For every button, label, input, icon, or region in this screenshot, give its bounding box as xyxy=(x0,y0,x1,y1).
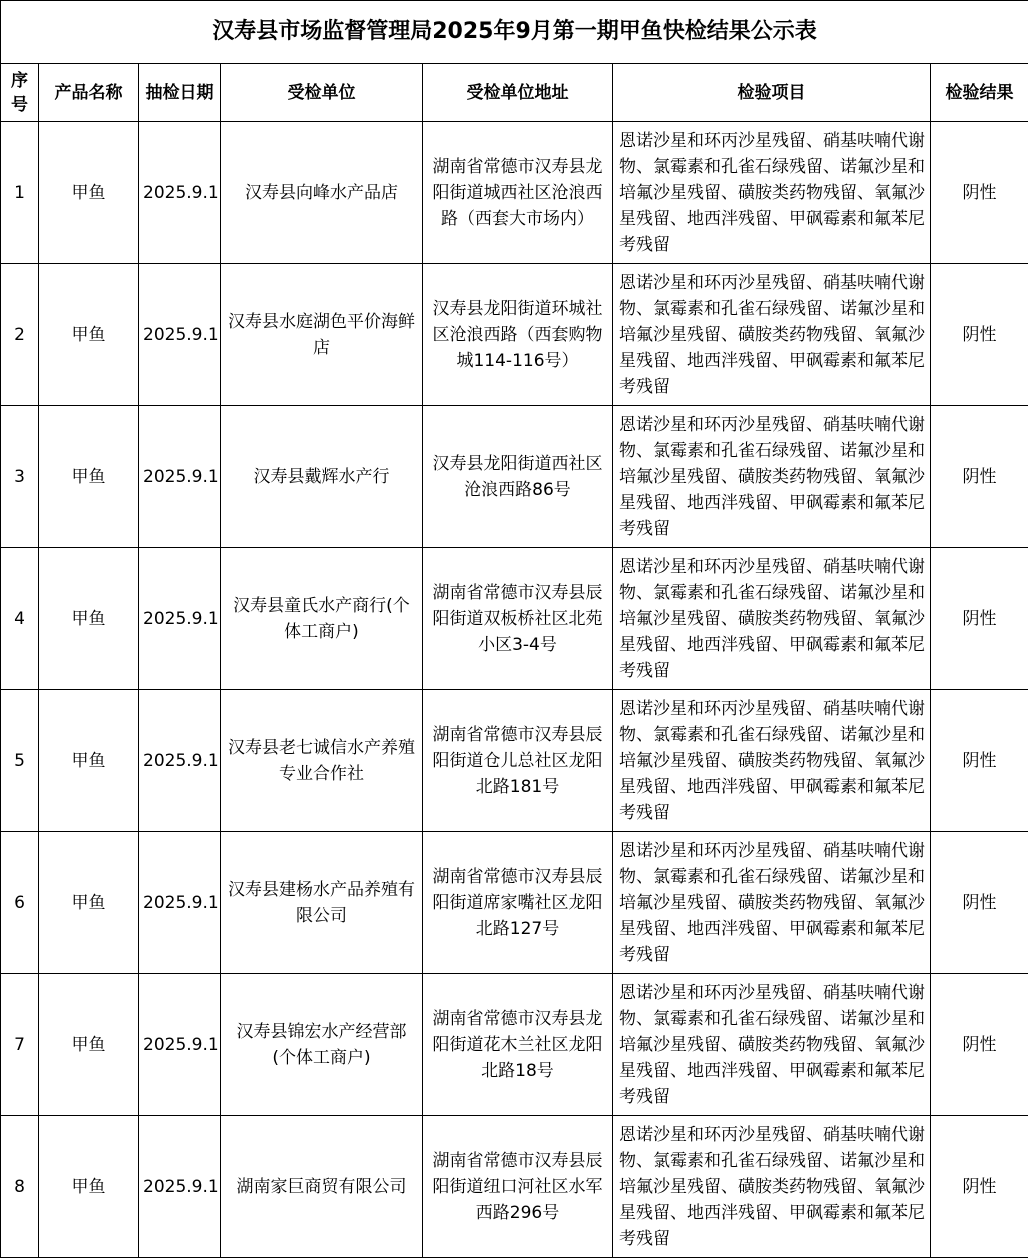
row-date: 2025.9.1 xyxy=(139,832,221,974)
row-result: 阴性 xyxy=(931,122,1028,264)
row-product: 甲鱼 xyxy=(39,832,139,974)
row-items: 恩诺沙星和环丙沙星残留、硝基呋喃代谢物、氯霉素和孔雀石绿残留、诺氟沙星和培氟沙星残留、磺胺类药物残留、氧氟沙星残留、地西泮残留、甲砜霉素和氟苯尼考残留 xyxy=(613,264,931,406)
table-row xyxy=(1,406,1028,548)
row-seq: 2 xyxy=(1,264,39,406)
header-items: 检验项目 xyxy=(613,64,931,122)
row-unit: 汉寿县童氏水产商行(个体工商户) xyxy=(221,548,423,690)
row-items: 恩诺沙星和环丙沙星残留、硝基呋喃代谢物、氯霉素和孔雀石绿残留、诺氟沙星和培氟沙星残留、磺胺类药物残留、氧氟沙星残留、地西泮残留、甲砜霉素和氟苯尼考残留 xyxy=(613,1116,931,1258)
row-items: 恩诺沙星和环丙沙星残留、硝基呋喃代谢物、氯霉素和孔雀石绿残留、诺氟沙星和培氟沙星残留、磺胺类药物残留、氧氟沙星残留、地西泮残留、甲砜霉素和氟苯尼考残留 xyxy=(613,832,931,974)
header-row xyxy=(1,64,1028,122)
row-seq: 4 xyxy=(1,548,39,690)
row-unit: 汉寿县锦宏水产经营部(个体工商户) xyxy=(221,974,423,1116)
row-items: 恩诺沙星和环丙沙星残留、硝基呋喃代谢物、氯霉素和孔雀石绿残留、诺氟沙星和培氟沙星残留、磺胺类药物残留、氧氟沙星残留、地西泮残留、甲砜霉素和氟苯尼考残留 xyxy=(613,548,931,690)
header-unit: 受检单位 xyxy=(221,64,423,122)
row-seq: 1 xyxy=(1,122,39,264)
row-product: 甲鱼 xyxy=(39,974,139,1116)
row-result: 阴性 xyxy=(931,1116,1028,1258)
row-items: 恩诺沙星和环丙沙星残留、硝基呋喃代谢物、氯霉素和孔雀石绿残留、诺氟沙星和培氟沙星残留、磺胺类药物残留、氧氟沙星残留、地西泮残留、甲砜霉素和氟苯尼考残留 xyxy=(613,122,931,264)
row-result: 阴性 xyxy=(931,832,1028,974)
row-product: 甲鱼 xyxy=(39,406,139,548)
row-unit: 汉寿县戴辉水产行 xyxy=(221,406,423,548)
row-product: 甲鱼 xyxy=(39,264,139,406)
row-seq: 8 xyxy=(1,1116,39,1258)
row-unit: 汉寿县老七诚信水产养殖专业合作社 xyxy=(221,690,423,832)
row-date: 2025.9.1 xyxy=(139,406,221,548)
row-seq: 5 xyxy=(1,690,39,832)
row-seq: 3 xyxy=(1,406,39,548)
row-date: 2025.9.1 xyxy=(139,974,221,1116)
row-result: 阴性 xyxy=(931,406,1028,548)
header-product: 产品名称 xyxy=(39,64,139,122)
row-date: 2025.9.1 xyxy=(139,264,221,406)
row-product: 甲鱼 xyxy=(39,548,139,690)
row-seq: 6 xyxy=(1,832,39,974)
header-result: 检验结果 xyxy=(931,64,1028,122)
row-address: 湖南省常德市汉寿县龙阳街道城西社区沧浪西路（西套大市场内） xyxy=(423,122,613,264)
row-result: 阴性 xyxy=(931,548,1028,690)
row-address: 湖南省常德市汉寿县辰阳街道纽口河社区水军西路296号 xyxy=(423,1116,613,1258)
table-row xyxy=(1,1116,1028,1258)
row-result: 阴性 xyxy=(931,690,1028,832)
row-product: 甲鱼 xyxy=(39,1116,139,1258)
title-row xyxy=(1,1,1028,64)
table-title: 汉寿县市场监督管理局2025年9月第一期甲鱼快检结果公示表 xyxy=(1,1,1028,64)
header-date: 抽检日期 xyxy=(139,64,221,122)
row-result: 阴性 xyxy=(931,974,1028,1116)
row-address: 汉寿县龙阳街道环城社区沧浪西路（西套购物城114-116号） xyxy=(423,264,613,406)
row-address: 汉寿县龙阳街道西社区沧浪西路86号 xyxy=(423,406,613,548)
table-row xyxy=(1,264,1028,406)
row-address: 湖南省常德市汉寿县龙阳街道花木兰社区龙阳北路18号 xyxy=(423,974,613,1116)
row-unit: 汉寿县建杨水产品养殖有限公司 xyxy=(221,832,423,974)
row-items: 恩诺沙星和环丙沙星残留、硝基呋喃代谢物、氯霉素和孔雀石绿残留、诺氟沙星和培氟沙星残留、磺胺类药物残留、氧氟沙星残留、地西泮残留、甲砜霉素和氟苯尼考残留 xyxy=(613,406,931,548)
row-address: 湖南省常德市汉寿县辰阳街道仓儿总社区龙阳北路181号 xyxy=(423,690,613,832)
row-date: 2025.9.1 xyxy=(139,690,221,832)
row-unit: 湖南家巨商贸有限公司 xyxy=(221,1116,423,1258)
table-row xyxy=(1,122,1028,264)
row-unit: 汉寿县向峰水产品店 xyxy=(221,122,423,264)
header-seq: 序号 xyxy=(1,64,39,122)
row-result: 阴性 xyxy=(931,264,1028,406)
header-address: 受检单位地址 xyxy=(423,64,613,122)
row-product: 甲鱼 xyxy=(39,122,139,264)
row-date: 2025.9.1 xyxy=(139,1116,221,1258)
row-seq: 7 xyxy=(1,974,39,1116)
row-address: 湖南省常德市汉寿县辰阳街道席家嘴社区龙阳北路127号 xyxy=(423,832,613,974)
table-row xyxy=(1,832,1028,974)
table-row xyxy=(1,690,1028,832)
row-product: 甲鱼 xyxy=(39,690,139,832)
row-items: 恩诺沙星和环丙沙星残留、硝基呋喃代谢物、氯霉素和孔雀石绿残留、诺氟沙星和培氟沙星残留、磺胺类药物残留、氧氟沙星残留、地西泮残留、甲砜霉素和氟苯尼考残留 xyxy=(613,690,931,832)
table-row xyxy=(1,548,1028,690)
row-items: 恩诺沙星和环丙沙星残留、硝基呋喃代谢物、氯霉素和孔雀石绿残留、诺氟沙星和培氟沙星残留、磺胺类药物残留、氧氟沙星残留、地西泮残留、甲砜霉素和氟苯尼考残留 xyxy=(613,974,931,1116)
table-row xyxy=(1,974,1028,1116)
row-unit: 汉寿县水庭湖色平价海鲜店 xyxy=(221,264,423,406)
row-date: 2025.9.1 xyxy=(139,122,221,264)
row-date: 2025.9.1 xyxy=(139,548,221,690)
row-address: 湖南省常德市汉寿县辰阳街道双板桥社区北苑小区3-4号 xyxy=(423,548,613,690)
